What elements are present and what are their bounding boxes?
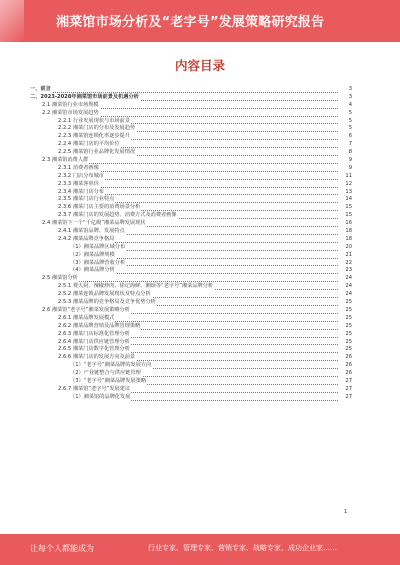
toc-entry-label: （3）“老字号”湘菜品牌发展策略 [70, 377, 147, 384]
toc-entry-label: 2.6 湘菜馆“老字号”湘菜发展策略分析 [42, 306, 130, 313]
toc-entry-page: 26 [340, 354, 352, 362]
toc-entry-label: 2.6.6 湘菜门店的发展方向及前景 [58, 354, 136, 361]
toc-entry-page: 3 [340, 86, 352, 94]
footer-bar [0, 534, 400, 565]
toc-entry-label: 2.2.1 行业发展现状与市场前景 [58, 117, 130, 124]
toc-entry-page: 26 [340, 362, 352, 370]
toc-entry-label: 2.3.5 湘菜门店行业特点 [58, 196, 115, 203]
toc-entry-label: 2.4.1 湘菜馆品牌、发展特点 [58, 228, 125, 235]
toc-entry-page: 25 [340, 339, 352, 347]
toc-entry-label: 2.2.4 湘菜门店的平均价位 [58, 141, 120, 148]
toc-entry-page: 25 [340, 323, 352, 331]
toc-entry-page: 8 [340, 149, 352, 157]
toc-entry-label: 2.6.2 湘菜品牌营销及品牌管理策略 [58, 322, 141, 329]
toc-entry-label: 2.1 湘菜馆行业市场规模 [42, 101, 99, 108]
toc-entry-label: 2.6.5 湘菜门店数字化管理分析 [58, 346, 130, 353]
toc-entry-page: 24 [340, 283, 352, 291]
toc-entry-page: 9 [340, 157, 352, 165]
toc-entry-label: 2.3 湘菜馆消费人群 [42, 157, 89, 164]
toc-entry-label: 2.3.2 门店分布城市 [58, 172, 104, 179]
toc-entry-label: 一、前言 [30, 86, 51, 92]
toc-entry-label: 2.5.1 费大厨、辣椒炒肉、徐记海鲜、湘颂等“老字号”湘菜品牌分析 [58, 283, 214, 290]
toc-entry-page: 14 [340, 196, 352, 204]
toc-entry-page: 9 [340, 165, 352, 173]
toc-entry-page: 20 [340, 244, 352, 252]
toc-entry-page: 5 [340, 110, 352, 118]
toc-entry-label: 2.5.2 湘菜连锁品牌发展现状及特点分析 [58, 291, 151, 298]
toc-entry-page: 16 [340, 220, 352, 228]
toc-entry-page: 13 [340, 189, 352, 197]
toc-entry-page: 24 [340, 291, 352, 299]
toc-entry-label: （2）湘菜品牌规模 [70, 251, 115, 258]
toc-entry-page: 11 [340, 173, 352, 181]
toc-entry-page: 24 [340, 275, 352, 283]
toc-entry-page: 25 [340, 331, 352, 339]
report-title: 湘菜馆市场分析及“老字号”发展策略研究报告 [56, 15, 325, 30]
toc-entry-label: （3）湘菜品牌营收分析 [70, 259, 126, 266]
toc-entry-page: 26 [340, 370, 352, 378]
toc-entry-page: 18 [340, 228, 352, 236]
toc-entry-page: 3 [340, 94, 352, 102]
toc-entry-label: 2.4.2 湘菜品牌竞争格局 [58, 235, 115, 242]
toc-entry-label: （1）湘菜馆的品牌化发展 [70, 393, 131, 400]
toc-entry-page: 25 [340, 299, 352, 307]
toc-entry-page: 21 [340, 252, 352, 260]
toc-entry-page: 5 [340, 118, 352, 126]
toc-entry-label: 2.2 湘菜馆市场发展趋势 [42, 109, 99, 116]
toc-entry-label: 2.3.1 消费者画像 [58, 164, 99, 171]
toc-entry-page: 4 [340, 102, 352, 110]
toc-entry-page: 7 [340, 141, 352, 149]
toc-entry-page: 18 [340, 236, 352, 244]
toc-entry-label: 2.6.7 湘菜馆“老字号”发展建议 [58, 385, 131, 392]
footer-tagline: 行业专家、管理专家、营销专家、战略专家、成功企业家…… [148, 544, 337, 552]
toc-entry-page: 6 [340, 133, 352, 141]
toc-entry-label: 2.6.3 湘菜门店标准化管理分析 [58, 330, 130, 337]
toc-entry-label: 2.2.2 湘菜门店的分布及发展趋势 [58, 125, 136, 132]
table-of-contents [30, 86, 352, 402]
toc-entry-page: 27 [340, 386, 352, 394]
toc-entry-page: 15 [340, 212, 352, 220]
toc-entry-label: 2.5 湘菜馆分析 [42, 275, 78, 282]
toc-entry-label: 2.5.3 湘菜品牌的竞争格局及竞争优势分析 [58, 299, 156, 306]
toc-entry-label: （2）产业链整合与供应链管理 [70, 370, 141, 377]
toc-entry-page: 25 [340, 315, 352, 323]
toc-entry[interactable] [30, 394, 352, 402]
toc-entry-page: 12 [340, 181, 352, 189]
toc-entry-page: 15 [340, 204, 352, 212]
toc-entry-label: 2.6.1 湘菜品牌发展模式 [58, 314, 115, 321]
toc-entry-label: 2.3.3 湘菜客单价 [58, 180, 99, 187]
toc-entry-label: 2.4 湘菜馆下一个“千亿级”湘菜品牌发展现状 [42, 220, 146, 227]
page-number: 1 [344, 509, 348, 515]
toc-entry-page: 22 [340, 260, 352, 268]
toc-entry-label: 2.2.5 湘菜馆行业品牌化发展情况 [58, 149, 136, 156]
header-bar [0, 0, 400, 42]
toc-entry-label: 2.2.3 湘菜馆连锁化率逐步提升 [58, 133, 130, 140]
toc-entry-label: 2.3.7 湘菜门店的发展趋势、消费方式及消费者画像 [58, 212, 177, 219]
toc-entry-label: 2.3.4 湘菜门店分布 [58, 188, 104, 195]
toc-entry-label: （4）湘菜品牌分析 [70, 267, 115, 274]
toc-entry-page: 27 [340, 394, 352, 402]
toc-entry-page: 25 [340, 307, 352, 315]
header-accent [0, 0, 24, 42]
toc-entry-page: 23 [340, 267, 352, 275]
footer-slogan: 让每个人都能成为 [30, 544, 94, 553]
toc-entry-page: 5 [340, 125, 352, 133]
toc-entry-label: 2.6.4 湘菜门店供应链管理分析 [58, 338, 130, 345]
toc-entry-label: （1）湘菜品牌区域分布 [70, 243, 126, 250]
toc-entry-page: 25 [340, 346, 352, 354]
toc-entry-page: 27 [340, 378, 352, 386]
toc-entry-label: （1）“老字号”湘菜品牌的发展方向 [70, 362, 152, 369]
toc-title: 内容目录 [174, 58, 225, 73]
toc-entry-label: 二、2023-2028年湘菜馆市场前景及机遇分析 [30, 93, 139, 100]
toc-entry-label: 2.3.6 湘菜门店主要的消费场景分析 [58, 204, 141, 211]
